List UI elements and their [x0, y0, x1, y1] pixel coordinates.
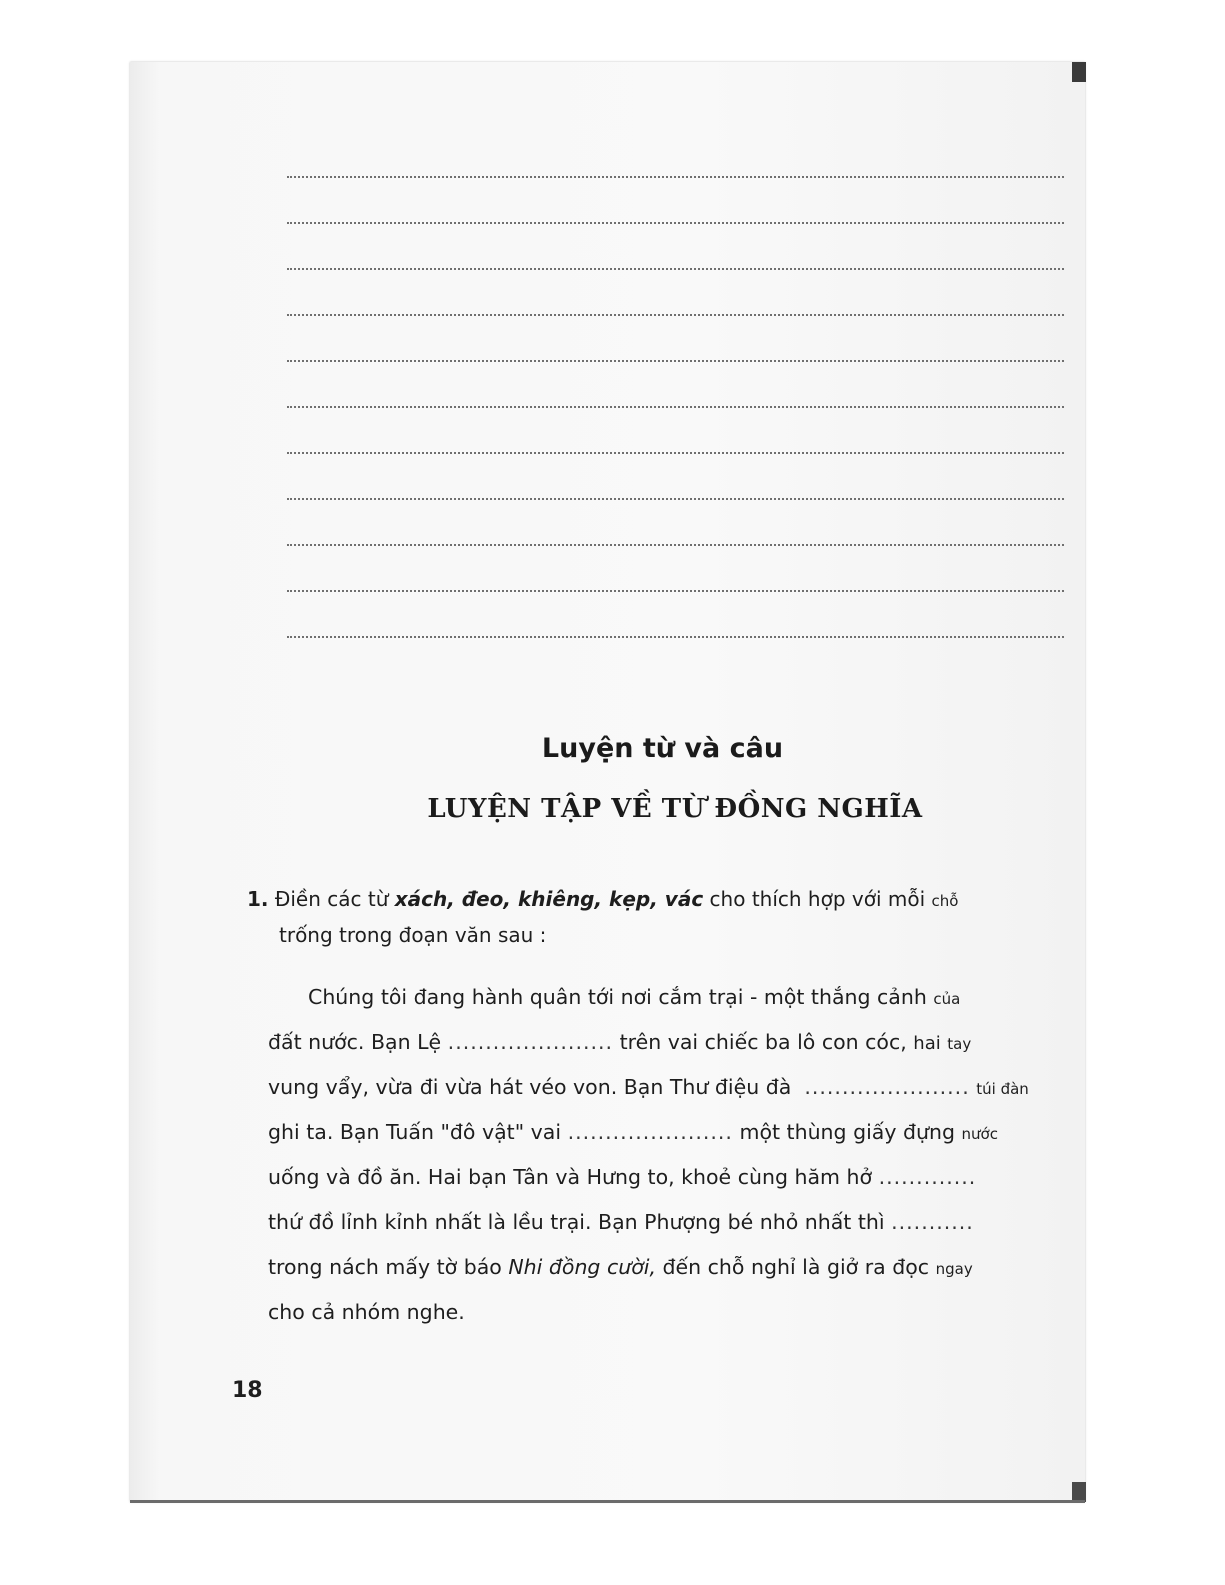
answer-line[interactable] [287, 222, 1064, 224]
passage-text: vung vẩy, vừa đi vừa hát véo von. Bạn Thư điệu đà [268, 1075, 792, 1099]
passage-text: uống và đồ ăn. Hai bạn Tân và Hưng to, khoẻ cùng hăm hở [268, 1165, 873, 1189]
passage-text: thứ đồ lỉnh kỉnh nhất là lều trại. Bạn Phượng bé nhỏ nhất thì [268, 1210, 885, 1234]
passage-line-3 [268, 1065, 1078, 1110]
fill-blank[interactable]: ............. [878, 1165, 977, 1189]
passage-line-5 [268, 1155, 1078, 1200]
passage-text: đất nước. Bạn Lệ [268, 1030, 442, 1054]
answer-line[interactable] [287, 636, 1064, 638]
answer-line[interactable] [287, 498, 1064, 500]
passage-text: trong nách mấy tờ báo [268, 1255, 502, 1279]
page-number: 18 [232, 1378, 263, 1403]
passage-text: một thùng giấy đựng [739, 1120, 956, 1144]
passage-text: ghi ta. Bạn Tuấn "đô vật" vai [268, 1120, 562, 1144]
section-title: Luyện từ và câu [541, 733, 784, 764]
passage-text-small: tay [947, 1035, 972, 1053]
answer-line[interactable] [287, 176, 1064, 178]
lesson-title: LUYỆN TẬP VỀ TỪ ĐỒNG NGHĨA [427, 794, 923, 824]
answer-line[interactable] [287, 360, 1064, 362]
answer-line[interactable] [287, 452, 1064, 454]
answer-line[interactable] [287, 590, 1064, 592]
fill-blank[interactable]: ........... [891, 1210, 974, 1234]
passage-text-small: nước [961, 1125, 998, 1143]
fill-blank[interactable]: ...................... [804, 1075, 970, 1099]
exercise-number: 1. [247, 887, 269, 911]
passage-line-2 [268, 1020, 1078, 1065]
book-title: Nhi đồng cười, [508, 1255, 656, 1279]
passage-line-7 [268, 1245, 1078, 1290]
passage-line-8: cho cả nhóm nghe. [268, 1300, 465, 1324]
answer-line[interactable] [287, 406, 1064, 408]
answer-line[interactable] [287, 544, 1064, 546]
prompt-text-end: chỗ [931, 892, 959, 910]
prompt-text: Điền các từ [274, 887, 389, 911]
passage-text-small: túi đàn [976, 1080, 1029, 1098]
prompt-text-cont: cho thích hợp với mỗi [709, 887, 926, 911]
passage-text-small: của [933, 990, 961, 1008]
passage-text-small: ngay [935, 1260, 973, 1278]
passage-text: Chúng tôi đang hành quân tới nơi cắm trại - một thắng cảnh [308, 985, 927, 1009]
show-through-text [270, 148, 275, 168]
page-bottom-edge [130, 1500, 1085, 1503]
passage-line-4 [268, 1110, 1078, 1155]
passage-text: trên vai chiếc ba lô con cóc, [619, 1030, 907, 1054]
exercise-prompt [247, 882, 1077, 952]
page-edge-bottom [1072, 1482, 1086, 1502]
fill-blank[interactable]: ...................... [567, 1120, 733, 1144]
prompt-line-2: trống trong đoạn văn sau : [279, 923, 547, 947]
passage-text: đến chỗ nghỉ là giở ra đọc [662, 1255, 930, 1279]
answer-line[interactable] [287, 314, 1064, 316]
passage [268, 975, 1078, 1335]
passage-line-6 [268, 1200, 1078, 1245]
passage-text: hai [913, 1033, 941, 1054]
passage-line-1 [268, 975, 1078, 1020]
word-list: xách, đeo, khiêng, kẹp, vác [394, 887, 704, 911]
fill-blank[interactable]: ...................... [447, 1030, 614, 1054]
page-edge-top [1072, 62, 1086, 82]
answer-line[interactable] [287, 268, 1064, 270]
